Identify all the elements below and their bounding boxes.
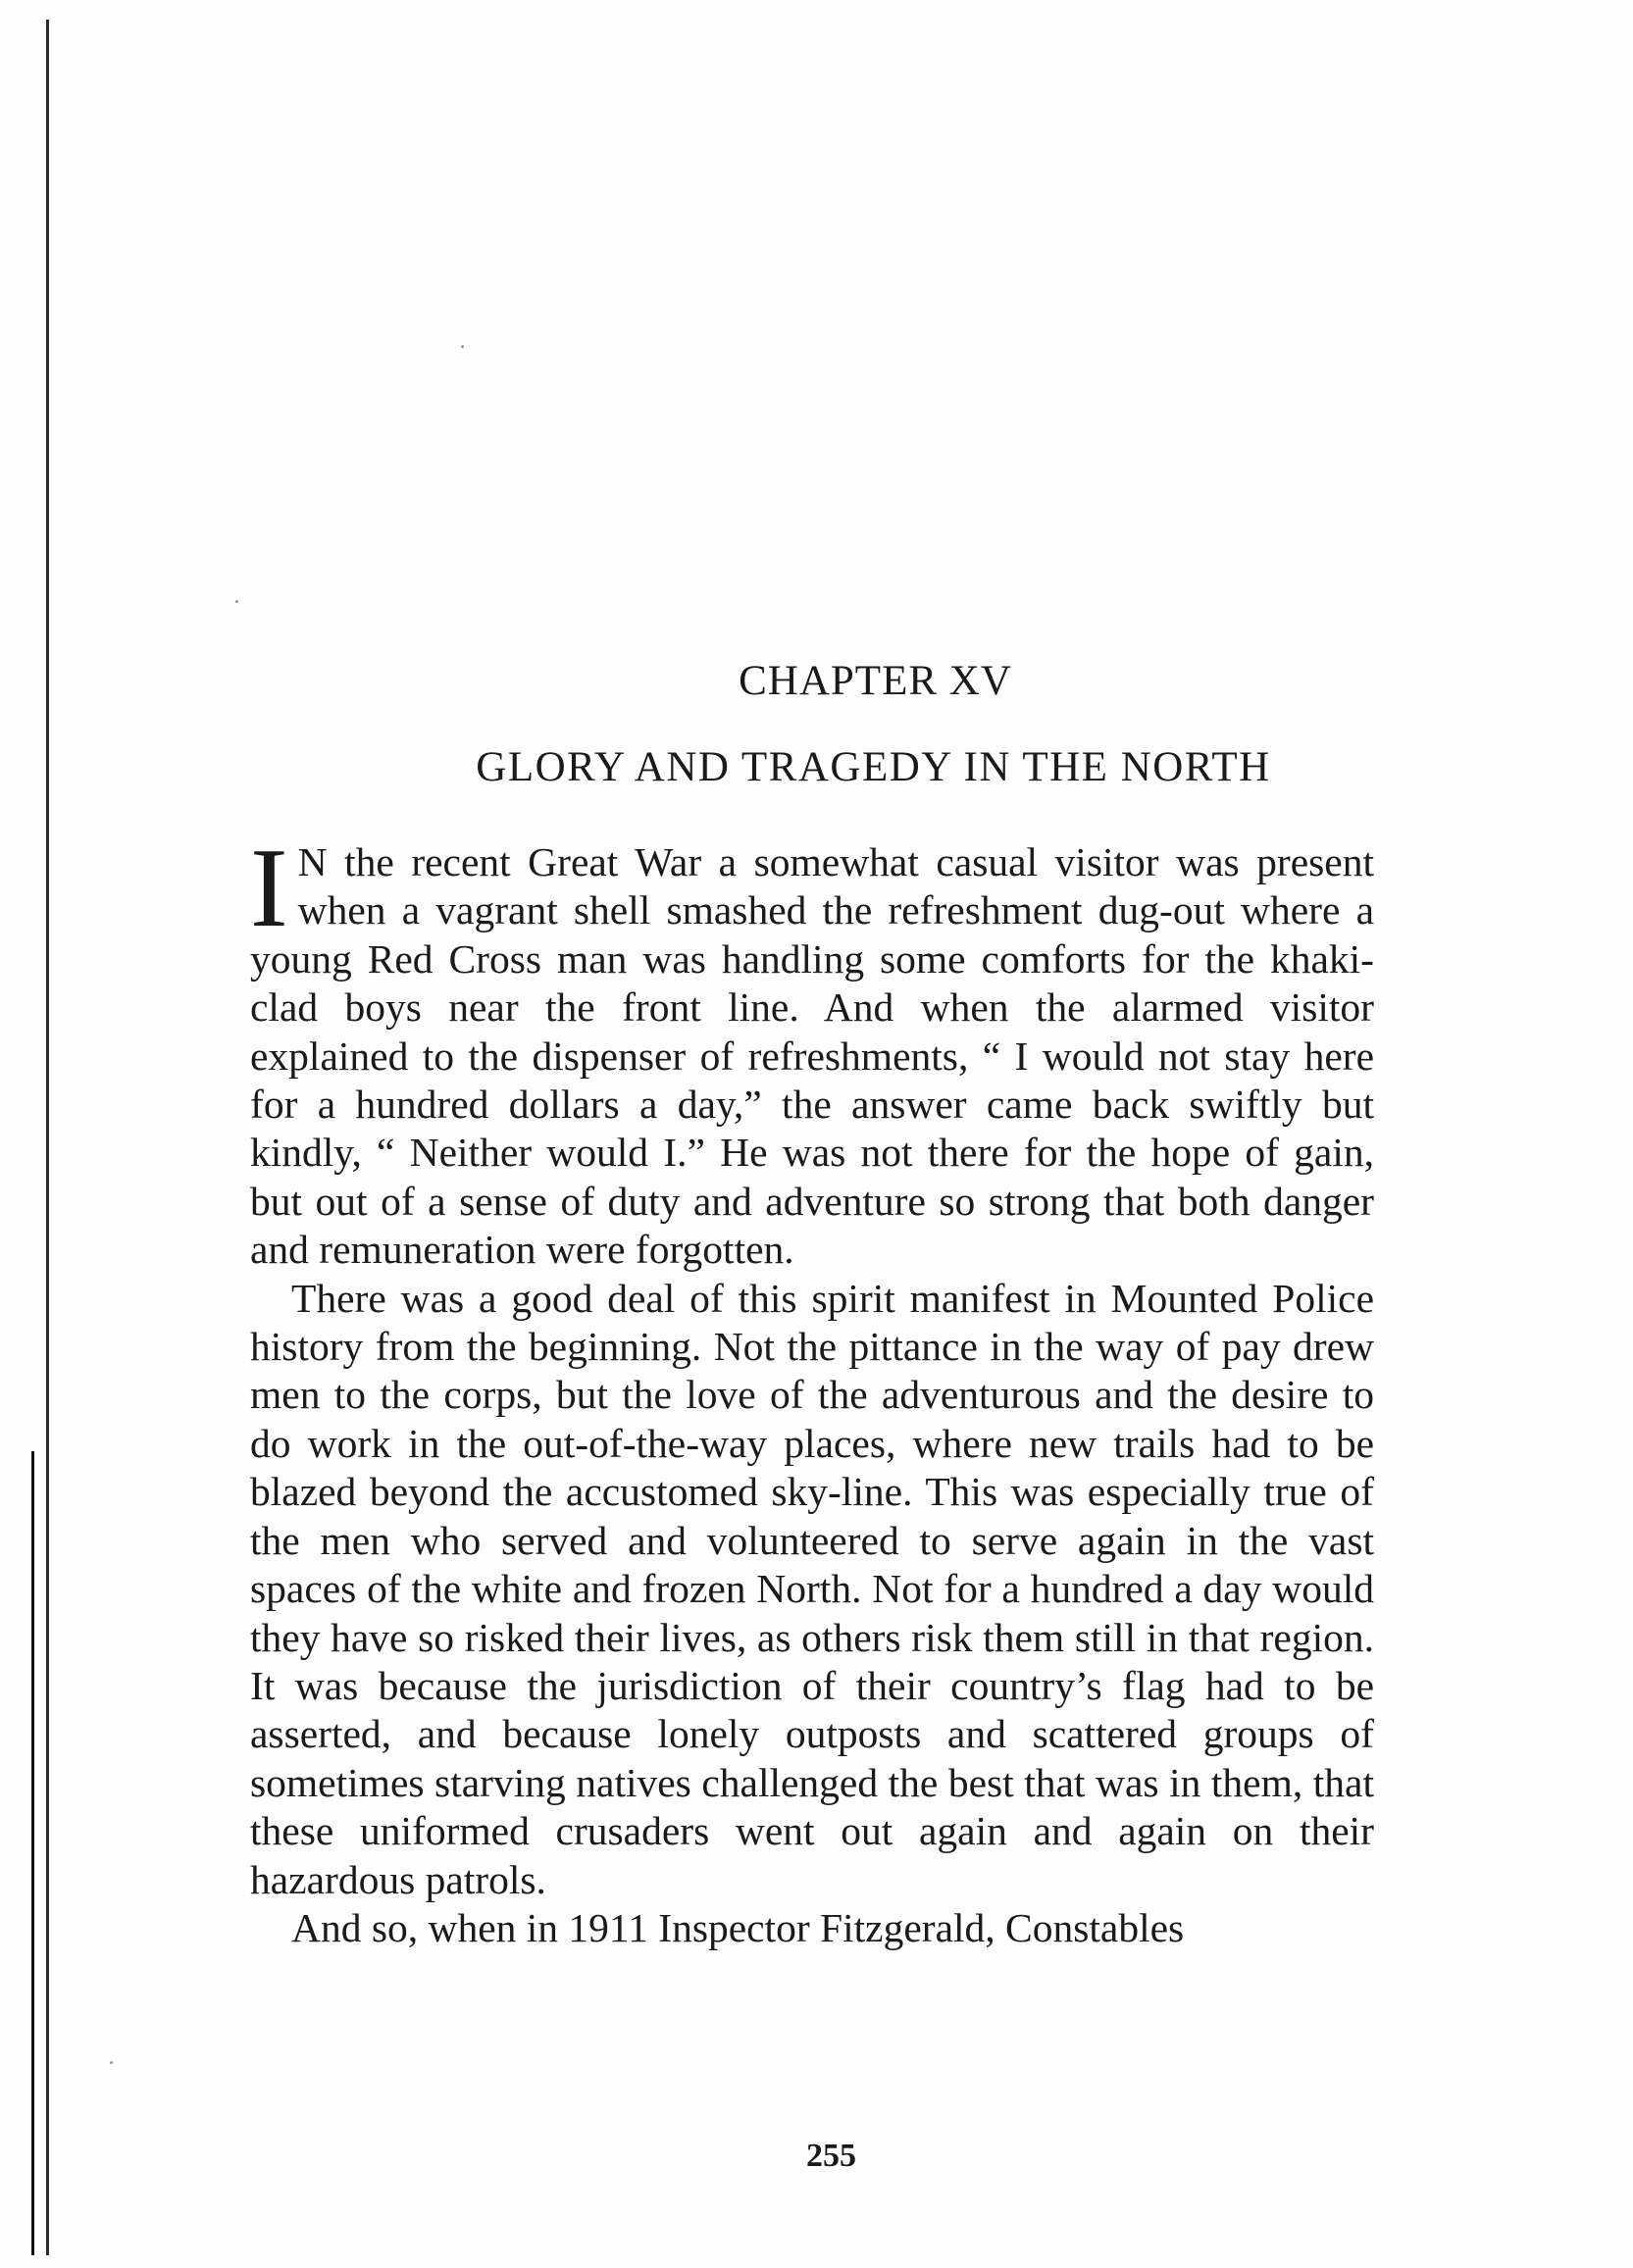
scan-speck	[235, 600, 238, 603]
chapter-title: GLORY AND TRAGEDY IN THE NORTH	[476, 744, 1271, 790]
chapter-body	[250, 826, 1374, 1952]
paragraph-3: And so, when in 1911 Inspector Fitzgerald, Constables	[291, 1904, 1185, 1950]
binding-edge-line	[46, 20, 49, 2255]
scan-speck	[461, 345, 464, 348]
paragraph-1	[250, 826, 1374, 1275]
binding-shadow-line	[31, 1451, 34, 2255]
scan-speck	[110, 2061, 113, 2064]
page-number: 255	[806, 2138, 856, 2174]
paragraph-1-text: N the recent Great War a somewhat casual visitor was present when a vagrant shell smashed the refreshment dug-out where a young Red Cross man was handling some comforts for the khaki-clad boys near the front line. And when the alarmed visitor explained to the dispenser of refreshments, “ I would not stay here for a hundred dollars a day,” the answer came back swiftly but kindly, “ Neither would I.” He was not there for the hope of gain, but out of a sense of duty and adventure so strong that both danger and remuneration were forgotten.	[250, 839, 1374, 1273]
chapter-number: CHAPTER XV	[739, 658, 1012, 704]
paragraph-2: There was a good deal of this spirit manifest in Mounted Police history from the beginning. Not the pittance in the way of pay drew men to the corps, but the love of the adventurous and the desire to do work in the out-of-the-way places, where new trails had to be blazed beyond the accustomed sky-line. This was especially true of the men who served and volunteered to serve again in the vast spaces of the white and frozen North. Not for a hundred a day would they have so risked their lives, as others risk them still in that region. It was because the jurisdiction of their country’s flag had to be asserted, and because lonely outposts and scattered groups of sometimes starving natives challenged the best that was in them, that these uniformed crusaders went out again and again on their hazardous patrols.	[250, 1275, 1374, 1902]
drop-cap: I	[250, 826, 288, 951]
